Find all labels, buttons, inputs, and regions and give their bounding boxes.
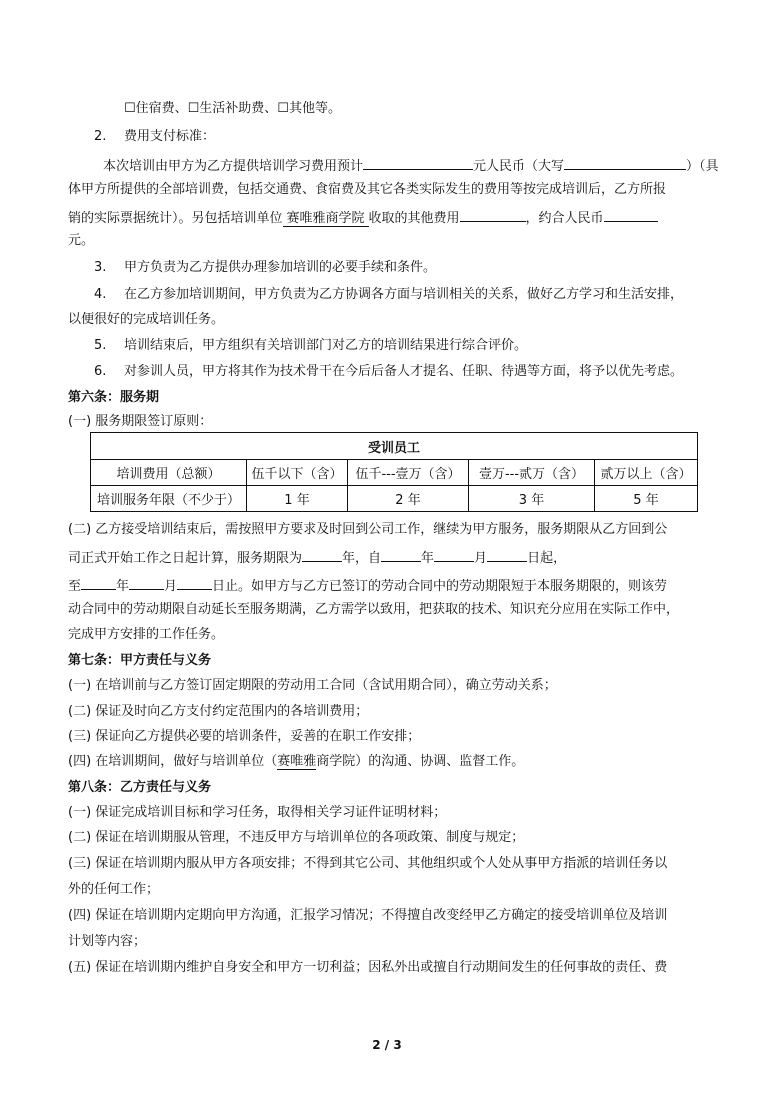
list-item: 5. 培训结束后，甲方组织有关培训部门对乙方的培训结果进行综合评价。 [94, 338, 528, 353]
table-cell: 伍千以下（含） [247, 460, 348, 486]
paragraph: (四) 在培训期间，做好与培训单位（赛唯雅商学院）的沟通、协调、监督工作。 [68, 754, 525, 769]
table-title-row [91, 433, 698, 460]
blank-field[interactable] [487, 546, 527, 562]
blank-field[interactable] [302, 546, 342, 562]
paragraph: (一) 服务期限签订原则： [68, 414, 213, 429]
paragraph: 至 年 月 日止。如甲方与乙方已签订的劳动合同中的劳动期限短于本服务期限的，则该劳 [68, 574, 704, 597]
list-item: 6. 对参训人员，甲方将其作为技术骨干在今后后备人才提名、任职、待遇等方面，将予以优先考虑。 [94, 364, 684, 379]
table-row [91, 460, 698, 486]
paragraph: (四) 保证在培训期内定期向甲方沟通，汇报学习情况；不得擅自改变经甲乙方确定的接受培训单位及培训 [68, 908, 668, 923]
paragraph: (二) 保证及时向乙方支付约定范围内的各培训费用； [68, 704, 369, 719]
service-period-table [90, 432, 698, 512]
paragraph: (三) 保证在培训期内服从甲方各项安排；不得到其它公司、其他组织或个人处从事甲方指派的培训任务以 [68, 856, 668, 871]
training-unit-name: 赛唯雅商学院 [283, 211, 369, 227]
table-title: 受训员工 [91, 433, 698, 460]
page-number: 2 / 3 [372, 1038, 402, 1052]
table-cell: 培训费用（总额） [91, 460, 247, 486]
paragraph: 计划等内容； [68, 934, 147, 949]
list-item: 3. 甲方负责为乙方提供办理参加培训的必要手续和条件。 [94, 260, 437, 275]
blank-field[interactable] [604, 206, 658, 222]
paragraph: (三) 保证向乙方提供必要的培训条件，妥善的在职工作安排； [68, 729, 421, 744]
table-cell: 3 年 [469, 486, 595, 512]
paragraph: 司正式开始工作之日起计算，服务期限为 年，自 年 月 日起， [68, 546, 704, 569]
table-row [91, 486, 698, 512]
paragraph: 本次培训由甲方为乙方提供培训学习费用预计 元人民币（大写 ）（具 [103, 154, 704, 177]
blank-field[interactable] [460, 206, 526, 222]
paragraph: 销的实际票据统计）。另包括培训单位 赛唯雅商学院 收取的其他费用 ，约合人民币 [68, 206, 704, 229]
paragraph: (二) 乙方接受培训结束后，需按照甲方要求及时回到公司工作，继续为甲方服务，服务期限从乙方回到公 [68, 522, 668, 537]
table-cell: 伍千---壹万（含） [348, 460, 469, 486]
section-heading: 第六条：服务期 [68, 390, 160, 405]
blank-field[interactable] [363, 154, 473, 170]
table-cell: 贰万以上（含） [595, 460, 698, 486]
paragraph: (二) 保证在培训期服从管理，不违反甲方与培训单位的各项政策、制度与规定； [68, 830, 525, 845]
blank-field[interactable] [564, 154, 686, 170]
table-cell: 壹万---贰万（含） [469, 460, 595, 486]
paragraph: 外的任何工作； [68, 882, 160, 897]
blank-field[interactable] [177, 574, 212, 590]
paragraph: 体甲方所提供的全部培训费，包括交通费、食宿费及其它各类实际发生的费用等按完成培训后，乙方所报 [68, 182, 667, 197]
table-cell: 5 年 [595, 486, 698, 512]
table-cell: 1 年 [247, 486, 348, 512]
paragraph: (一) 保证完成培训目标和学习任务，取得相关学习证件证明材料； [68, 805, 447, 820]
table-cell: 2 年 [348, 486, 469, 512]
paragraph: 动合同中的劳动期限自动延长至服务期满，乙方需学以致用，把获取的技术、知识充分应用在实际工作中， [68, 602, 680, 617]
paragraph: ☐住宿费、☐生活补助费、☐其他等。 [124, 101, 341, 116]
table-cell: 培训服务年限（不少于） [91, 486, 247, 512]
paragraph: (一) 在培训前与乙方签订固定期限的劳动用工合同（含试用期合同），确立劳动关系； [68, 678, 557, 693]
paragraph: 元。 [68, 233, 95, 248]
blank-field[interactable] [81, 574, 116, 590]
section-heading: 第八条：乙方责任与义务 [68, 780, 212, 795]
blank-field[interactable] [129, 574, 164, 590]
paragraph: 完成甲方安排的工作任务。 [68, 627, 225, 642]
list-item: 2. 费用支付标准： [94, 129, 216, 144]
paragraph: (五) 保证在培训期内维护自身安全和甲方一切利益；因私外出或擅自行动期间发生的任何事故的责任、费 [68, 960, 668, 975]
list-item: 4. 在乙方参加培训期间，甲方负责为乙方协调各方面与培训相关的关系，做好乙方学习和生活安排， [94, 287, 684, 302]
blank-field[interactable] [381, 546, 421, 562]
section-heading: 第七条：甲方责任与义务 [68, 653, 212, 668]
blank-field[interactable] [434, 546, 474, 562]
paragraph: 以便很好的完成培训任务。 [68, 312, 225, 327]
